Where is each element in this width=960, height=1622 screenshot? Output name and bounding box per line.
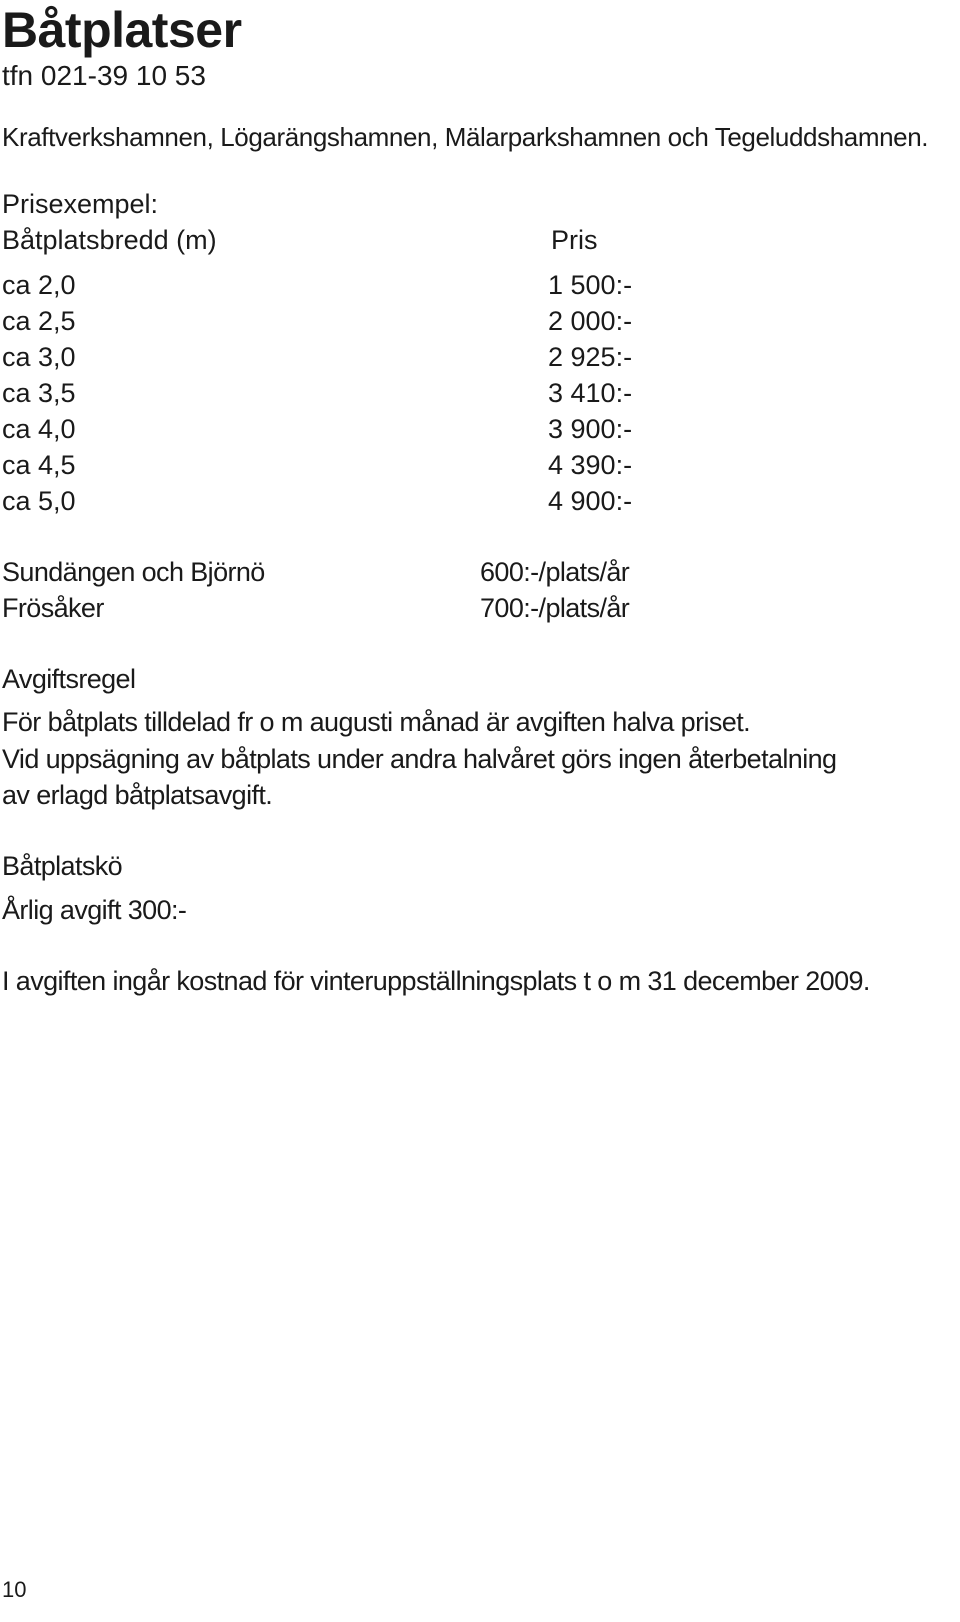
row-price: 3 900:-: [548, 414, 633, 444]
page-number: 10: [2, 1577, 27, 1602]
fee-rule-line: av erlagd båtplatsavgift.: [2, 780, 273, 810]
price-column-header: Pris: [551, 225, 598, 255]
row-price: 1 500:-: [548, 270, 633, 300]
special-price: 700:-/plats/år: [480, 593, 630, 623]
row-price: 4 390:-: [548, 450, 633, 480]
queue-fee: Årlig avgift 300:-: [2, 895, 187, 925]
row-price: 2 925:-: [548, 342, 633, 372]
special-price: 600:-/plats/år: [480, 557, 630, 587]
special-place: Frösåker: [2, 593, 104, 623]
page-title: Båtplatser: [2, 2, 242, 58]
row-width: ca 4,0: [2, 414, 76, 444]
row-width: ca 2,0: [2, 270, 76, 300]
row-width: ca 2,5: [2, 306, 76, 336]
row-price: 4 900:-: [548, 486, 633, 516]
fee-rule-line: För båtplats tilldelad fr o m augusti månad är avgiften halva priset.: [2, 707, 751, 737]
winter-storage-note: I avgiften ingår kostnad för vinteruppställningsplats t o m 31 december 2009.: [2, 966, 870, 996]
row-width: ca 3,5: [2, 378, 76, 408]
row-price: 3 410:-: [548, 378, 633, 408]
special-place: Sundängen och Björnö: [2, 557, 265, 587]
fee-rule-heading: Avgiftsregel: [2, 664, 136, 694]
row-width: ca 5,0: [2, 486, 76, 516]
price-example-heading: Prisexempel:: [2, 189, 159, 219]
row-width: ca 4,5: [2, 450, 76, 480]
phone-number: tfn 021-39 10 53: [2, 60, 206, 91]
row-width: ca 3,0: [2, 342, 76, 372]
fee-rule-line: Vid uppsägning av båtplats under andra halvåret görs ingen återbetalning: [2, 744, 837, 774]
harbor-list: Kraftverkshamnen, Lögarängshamnen, Mälarparkshamnen och Tegeluddshamnen.: [2, 122, 929, 152]
width-column-header: Båtplatsbredd (m): [2, 225, 217, 255]
row-price: 2 000:-: [548, 306, 633, 336]
queue-heading: Båtplatskö: [2, 851, 123, 881]
